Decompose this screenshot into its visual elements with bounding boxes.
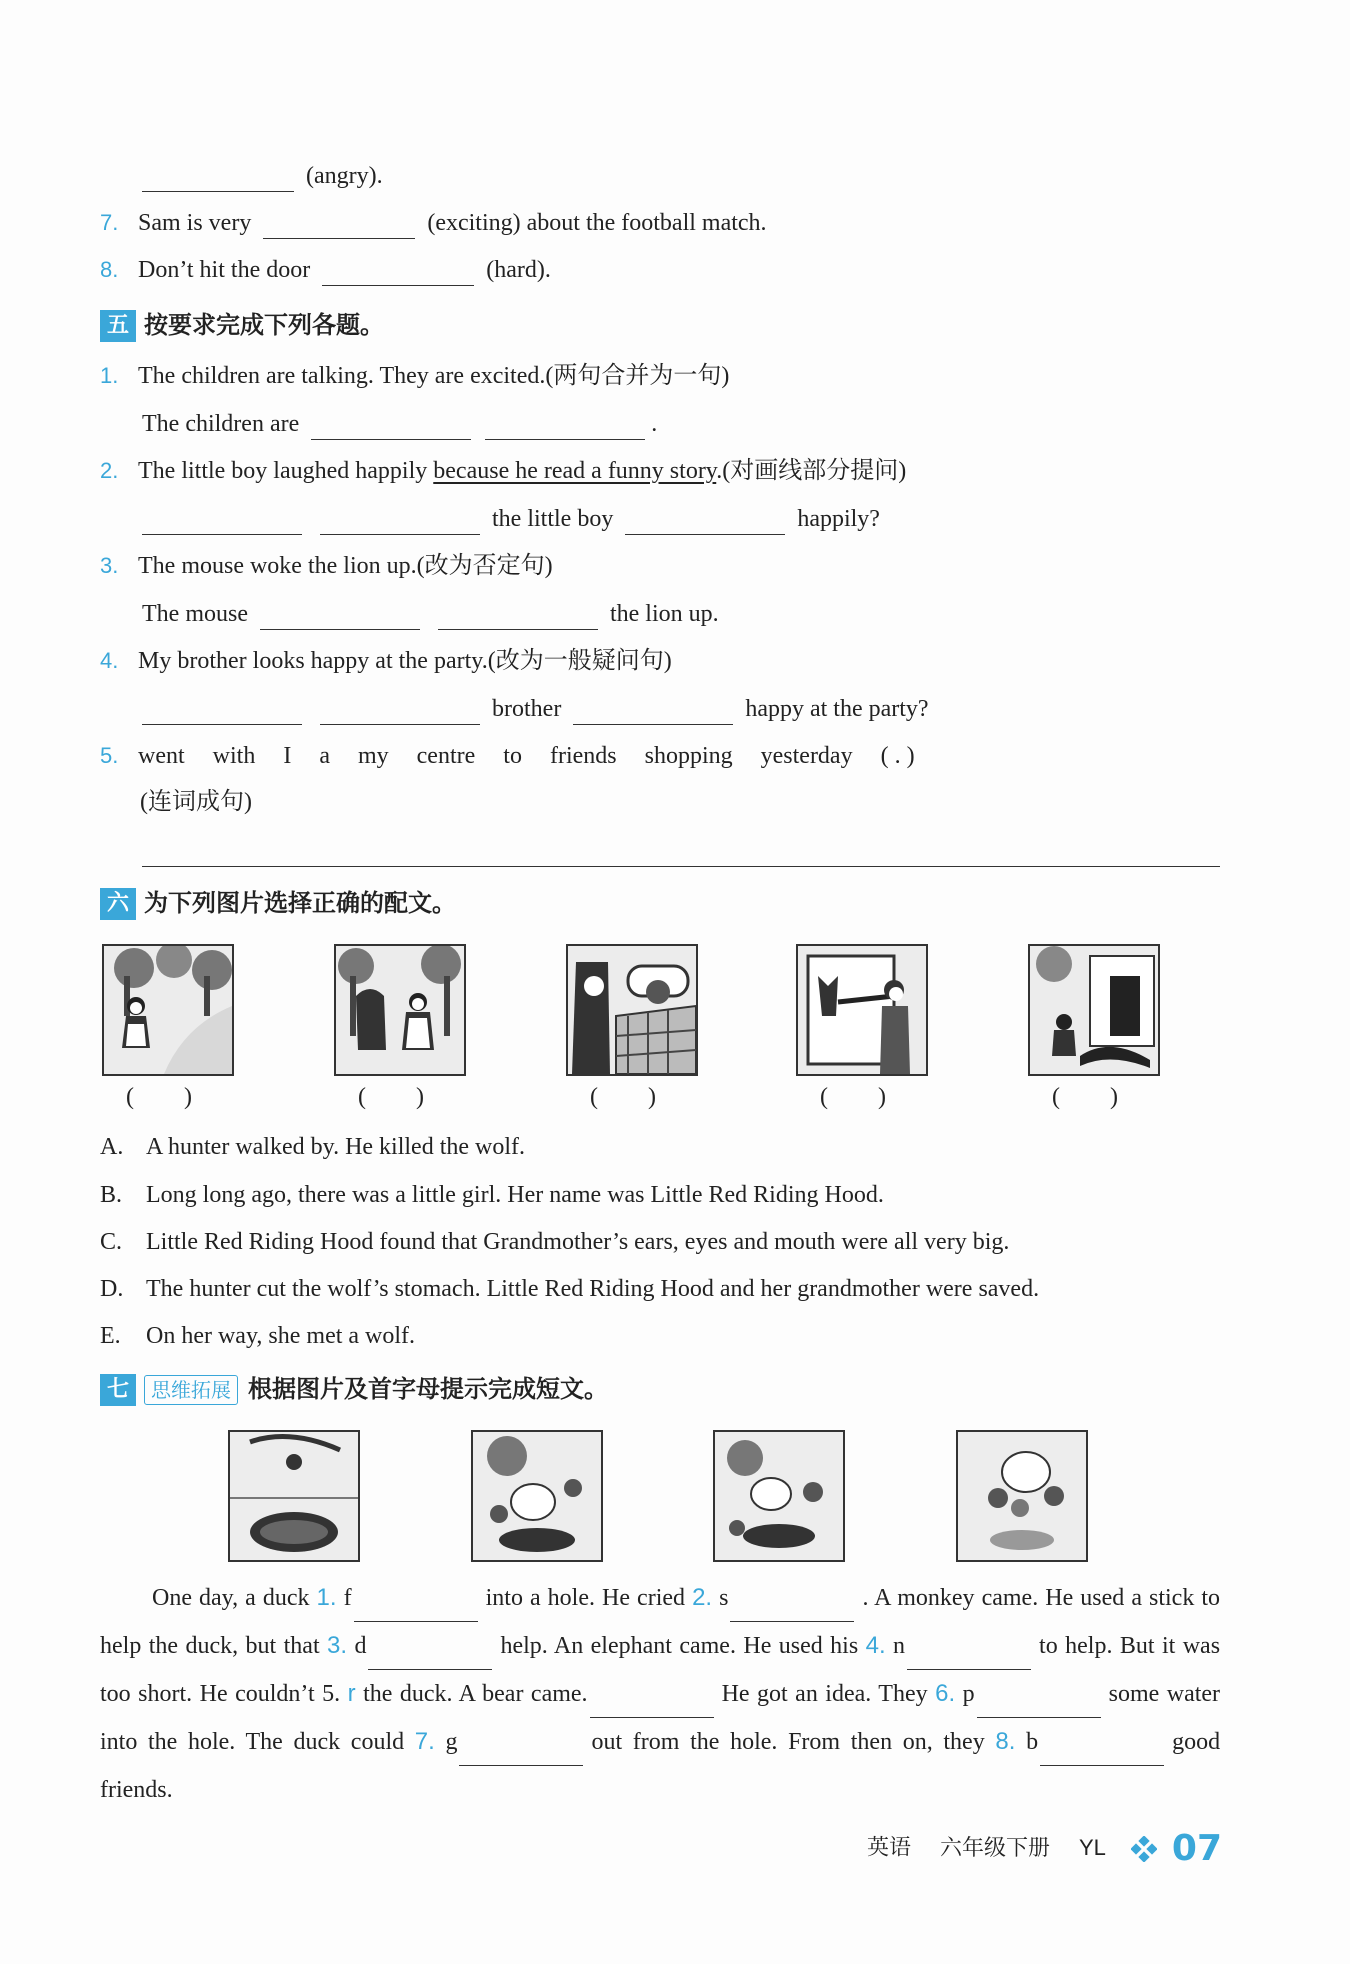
- item-text: The children are talking. They are excited.: [138, 363, 546, 389]
- monkey-elephant-icon: [473, 1432, 601, 1560]
- hint-text: (对画线部分提问): [722, 458, 907, 484]
- animals-at-hole-icon: [715, 1432, 843, 1560]
- story-picture-9: [956, 1430, 1088, 1562]
- section-tag: 思维拓展: [144, 1375, 238, 1405]
- edition-label: YL: [1078, 1834, 1106, 1860]
- duck-in-hole-icon: [230, 1432, 358, 1560]
- story-picture-8: [713, 1430, 845, 1562]
- answer-blank[interactable]: [368, 1643, 492, 1670]
- answer-blank[interactable]: [320, 698, 480, 725]
- answer-blank[interactable]: [438, 603, 598, 630]
- scrambled-word: with: [212, 743, 256, 769]
- answer-parens-3[interactable]: ( ): [590, 1084, 656, 1110]
- initial-letter: p: [962, 1681, 975, 1707]
- answer-blank[interactable]: [573, 698, 733, 725]
- item-text: Don’t hit the door: [138, 257, 311, 283]
- s5-q4-answer: [142, 693, 929, 725]
- blank-number: r: [347, 1680, 356, 1707]
- diamond-icon: [1131, 1836, 1157, 1862]
- section-7-header: [100, 1372, 608, 1406]
- story-picture-4: [796, 944, 928, 1076]
- answer-blank[interactable]: [322, 259, 474, 286]
- item-7: [100, 207, 767, 239]
- item-text: My brother looks happy at the party.: [138, 648, 488, 674]
- item-number: 4.: [100, 648, 119, 673]
- hint-text: (angry).: [306, 163, 383, 189]
- initial-letter: b: [1026, 1729, 1039, 1755]
- answer-blank[interactable]: [142, 508, 302, 535]
- option-d: D. The hunter cut the wolf’s stomach. Little Red Riding Hood and her grandmother were saved.: [100, 1276, 1040, 1302]
- story-text: He used a stick to help the duck, but that: [100, 1585, 1221, 1659]
- hint-text: (两句合并为一句): [545, 363, 730, 389]
- scrambled-word: a: [319, 743, 330, 769]
- story-text: He got an idea. They: [721, 1681, 928, 1707]
- story-text: good friends.: [100, 1729, 1221, 1803]
- blank-number: 2.: [692, 1584, 713, 1611]
- story-text: . A monkey came.: [862, 1585, 1039, 1611]
- item-number: 2.: [100, 458, 119, 483]
- initial-letter: g: [445, 1729, 458, 1755]
- initial-letter: s: [719, 1585, 729, 1611]
- blank-number: 7.: [414, 1728, 435, 1755]
- answer-parens-1[interactable]: ( ): [126, 1084, 192, 1110]
- duck-rescued-icon: [958, 1432, 1086, 1560]
- blank-number: 4.: [865, 1632, 886, 1659]
- page-footer: [867, 1828, 1222, 1869]
- option-c: C. Little Red Riding Hood found that Grandmother’s ears, eyes and mouth were all very big.: [100, 1229, 1010, 1255]
- wolf-in-bed-icon: [568, 946, 696, 1074]
- option-a: A. A hunter walked by. He killed the wolf.: [100, 1134, 526, 1160]
- s5-q4: [100, 645, 672, 677]
- hunter-with-gun-icon: [798, 946, 926, 1074]
- answer-blank[interactable]: [590, 1691, 714, 1718]
- answer-blank[interactable]: [625, 508, 785, 535]
- section-badge: 六: [100, 888, 136, 920]
- page-number: 07: [1171, 1828, 1222, 1869]
- story-text: 5.: [322, 1681, 341, 1707]
- item-text: brother: [492, 696, 562, 722]
- item-number: 1.: [100, 363, 119, 388]
- story-picture-5: [1028, 944, 1160, 1076]
- option-e: E. On her way, she met a wolf.: [100, 1323, 416, 1349]
- item-text: the lion up.: [609, 601, 719, 627]
- story-text: to help. But it was too short. He couldn’t: [100, 1633, 1221, 1707]
- item-number: 3.: [100, 553, 119, 578]
- story-picture-2: [334, 944, 466, 1076]
- answer-parens-4[interactable]: ( ): [820, 1084, 886, 1110]
- section-badge: 七: [100, 1374, 136, 1406]
- section-title: 按要求完成下列各题。: [144, 311, 384, 339]
- section-5-header: [100, 308, 384, 342]
- initial-letter: the duck. A bear came.: [363, 1681, 588, 1707]
- item-number: 8.: [100, 257, 119, 282]
- answer-blank[interactable]: [142, 698, 302, 725]
- item-text: (hard).: [486, 257, 551, 283]
- answer-blank[interactable]: [1040, 1739, 1164, 1766]
- story-text: One day, a duck: [152, 1585, 310, 1611]
- initial-letter: d: [354, 1633, 367, 1659]
- story-text: some water into the hole. The duck could: [100, 1681, 1221, 1755]
- section-title: 为下列图片选择正确的配文。: [144, 889, 456, 917]
- item-text: happily?: [797, 506, 880, 532]
- item-8: [100, 254, 551, 286]
- item-text: The children are: [142, 411, 300, 437]
- initial-letter: f: [343, 1585, 352, 1611]
- answer-blank[interactable]: [354, 1595, 478, 1622]
- blank-number: 8.: [995, 1728, 1016, 1755]
- scrambled-word: my: [357, 743, 389, 769]
- item-text: Sam is very: [138, 210, 252, 236]
- s5-q5-hint: [140, 786, 252, 818]
- grade-label: 六年级下册: [939, 1835, 1050, 1861]
- answer-blank[interactable]: [260, 603, 420, 630]
- hint-text: (改为否定句): [416, 553, 553, 579]
- story-text: into a hole. He cried: [485, 1585, 686, 1611]
- section-6-header: [100, 886, 456, 920]
- item-number: 5.: [100, 743, 119, 768]
- item-text: .: [651, 411, 658, 437]
- s5-q3-answer: [142, 598, 719, 630]
- answer-line[interactable]: [142, 866, 1220, 867]
- item-text: (exciting) about the football match.: [427, 210, 767, 236]
- item-text: The mouse: [142, 601, 248, 627]
- s5-q5: [100, 740, 1000, 772]
- item-text: The little boy laughed happily: [138, 458, 428, 484]
- answer-blank[interactable]: [311, 413, 471, 440]
- item-text: happy at the party?: [745, 696, 929, 722]
- answer-blank[interactable]: [263, 212, 415, 239]
- scrambled-words: [138, 743, 943, 769]
- blank-number: 1.: [316, 1584, 337, 1611]
- subject-label: 英语: [866, 1835, 911, 1861]
- hint-text: (连词成句): [140, 789, 252, 815]
- initial-letter: n: [893, 1633, 906, 1659]
- blank-number: 6.: [935, 1680, 956, 1707]
- item-6-tail: [142, 160, 383, 192]
- girl-in-forest-icon: [104, 946, 232, 1074]
- story-picture-3: [566, 944, 698, 1076]
- s5-q1: [100, 360, 729, 392]
- s5-q1-answer: [142, 408, 657, 440]
- answer-blank[interactable]: [142, 165, 294, 192]
- story-picture-7: [471, 1430, 603, 1562]
- answer-blank[interactable]: [459, 1739, 583, 1766]
- item-text: The mouse woke the lion up.: [138, 553, 417, 579]
- s5-q2: [100, 455, 906, 487]
- answer-blank[interactable]: [977, 1691, 1101, 1718]
- answer-blank[interactable]: [907, 1643, 1031, 1670]
- girl-meets-wolf-icon: [336, 946, 464, 1074]
- scrambled-word: friends: [549, 743, 617, 769]
- answer-blank[interactable]: [730, 1595, 854, 1622]
- house-and-wolf-icon: [1030, 946, 1158, 1074]
- section-title: 根据图片及首字母提示完成短文。: [248, 1375, 608, 1403]
- option-b: B. Long long ago, there was a little girl. Her name was Little Red Riding Hood.: [100, 1182, 884, 1208]
- answer-parens-5[interactable]: ( ): [1052, 1084, 1118, 1110]
- hint-text: (改为一般疑问句): [487, 648, 672, 674]
- s5-q3: [100, 550, 553, 582]
- item-text: the little boy: [492, 506, 614, 532]
- item-number: 7.: [100, 210, 119, 235]
- answer-parens-2[interactable]: ( ): [358, 1084, 424, 1110]
- scrambled-word: shopping: [644, 743, 733, 769]
- story-text: help. An elephant came. He used his: [500, 1633, 859, 1659]
- scrambled-word: went: [138, 743, 185, 769]
- story-text: out from the hole. From then on, they: [591, 1729, 985, 1755]
- scrambled-word: to: [503, 743, 522, 769]
- s5-q2-answer: [142, 503, 880, 535]
- scrambled-word: ( . ): [880, 743, 915, 769]
- scrambled-word: centre: [416, 743, 476, 769]
- item-text: .: [716, 458, 723, 484]
- blank-number: 3.: [327, 1632, 348, 1659]
- story-picture-1: [102, 944, 234, 1076]
- story-paragraph: [100, 1574, 1220, 1814]
- underlined-text: because he read a funny story: [433, 458, 717, 484]
- answer-blank[interactable]: [485, 413, 645, 440]
- section-badge: 五: [100, 310, 136, 342]
- answer-blank[interactable]: [320, 508, 480, 535]
- scrambled-word: yesterday: [760, 743, 853, 769]
- story-picture-6: [228, 1430, 360, 1562]
- scrambled-word: I: [283, 743, 292, 769]
